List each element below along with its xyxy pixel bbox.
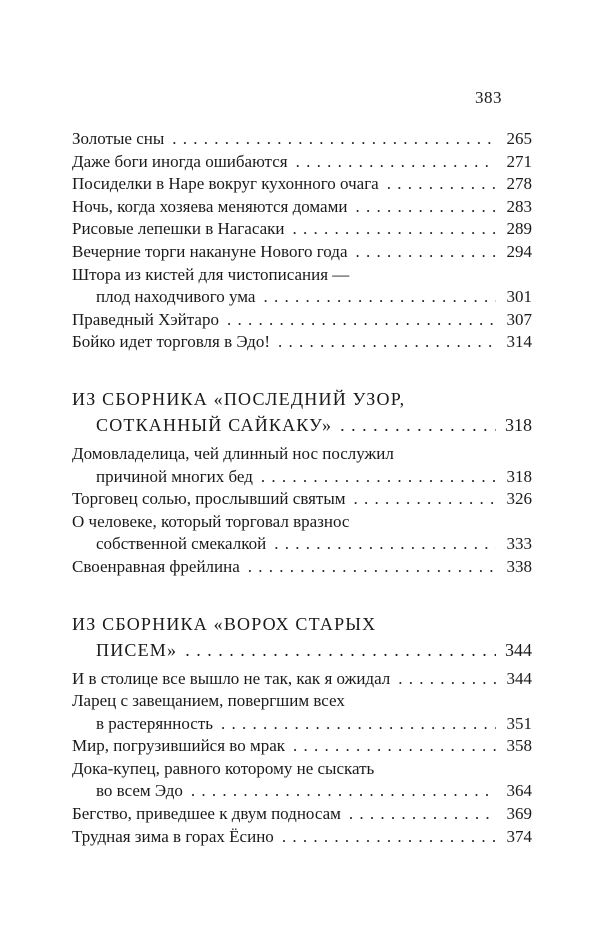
entry-title: причиной многих бед [96,466,253,486]
toc-line [72,534,532,557]
dot-leader [398,669,496,689]
toc-entry [72,736,532,759]
dot-leader [356,242,497,262]
toc-line [72,759,532,782]
entry-page-number: 364 [506,781,532,801]
entry-title: Своенравная фрейлина [72,556,240,576]
toc-line [72,467,532,490]
toc-line [72,310,532,333]
entry-title: Ларец с завещанием, повергшим всех [72,691,345,711]
entry-title: Бегство, приведшее к двум подносам [72,804,341,824]
toc-line [72,197,532,220]
dot-leader [227,310,496,330]
dot-leader [293,736,496,756]
table-of-contents [72,129,532,849]
toc-entry [72,197,532,220]
toc-group [72,389,532,580]
section-heading-text: ИЗ СБОРНИКА «ПОСЛЕДНИЙ УЗОР, [72,388,406,409]
toc-entry [72,669,532,692]
entry-page-number: 333 [506,534,532,554]
entry-title: Торговец солью, прослывший святым [72,489,346,509]
entry-page-number: 294 [506,241,532,261]
toc-line [72,152,532,175]
toc-entry [72,512,532,557]
toc-group [72,614,532,850]
dot-leader [248,557,496,577]
entry-page-number: 301 [506,287,532,307]
toc-line [72,174,532,197]
dot-leader [354,489,496,509]
entry-title: плод находчивого ума [96,287,256,307]
toc-entry [72,310,532,333]
dot-leader [274,534,496,554]
entry-title: Бойко идет торговля в Эдо! [72,332,270,352]
entry-title: в растерянность [96,713,214,733]
toc-entry [72,759,532,804]
entry-page-number: 307 [506,309,532,329]
section-heading-text: ПИСЕМ» [96,639,178,660]
toc-line [72,415,532,441]
entry-page-number: 314 [506,332,532,352]
entry-title: Домовладелица, чей длинный нос послужил [72,443,394,463]
entry-page-number: 318 [505,414,532,435]
toc-entry [72,804,532,827]
page-number: 383 [475,88,502,107]
entry-title: О человеке, который торговал вразнос [72,511,350,531]
toc-entry [72,219,532,242]
entry-title: Трудная зима в горах Ёсино [72,826,274,846]
entry-page-number: 265 [506,129,532,148]
entry-title: Дока-купец, равного которому не сыскать [72,758,375,778]
toc-line [72,714,532,737]
toc-line [72,129,532,152]
section-heading-text: ИЗ СБОРНИКА «ВОРОХ СТАРЫХ [72,613,377,634]
entry-title: Золотые сны [72,129,165,148]
toc-line [72,781,532,804]
toc-entry [72,332,532,355]
entry-title: Ночь, когда хозяева меняются домами [72,196,348,216]
toc-line [72,389,532,415]
dot-leader [292,219,496,239]
entry-title: Рисовые лепешки в Нагасаки [72,219,285,239]
entry-title: Мир, погрузившийся во мрак [72,736,286,756]
toc-line [72,489,532,512]
dot-leader [172,129,496,149]
dot-leader [296,152,496,172]
entry-page-number: 326 [506,489,532,509]
entry-page-number: 318 [506,466,532,486]
section-heading-text: СОТКАННЫЙ САЙКАКУ» [96,414,333,435]
entry-title: во всем Эдо [96,781,183,801]
entry-page-number: 283 [506,196,532,216]
entry-page-number: 289 [506,219,532,239]
toc-entry [72,489,532,512]
toc-line [72,691,532,714]
entry-page-number: 351 [506,713,532,733]
dot-leader [221,714,496,734]
entry-page-number: 374 [506,826,532,846]
toc-group [72,129,532,355]
toc-line [72,512,532,535]
entry-page-number: 271 [506,151,532,171]
dot-leader [349,804,496,824]
dot-leader [340,415,496,436]
toc-entry [72,444,532,489]
entry-page-number: 369 [506,804,532,824]
dot-leader [282,827,496,847]
toc-line [72,640,532,666]
toc-line [72,557,532,580]
toc-entry [72,265,532,310]
entry-page-number: 278 [506,174,532,194]
entry-title: собственной смекалкой [96,534,267,554]
toc-entry [72,827,532,850]
entry-title: Праведный Хэйтаро [72,309,219,329]
dot-leader [191,781,496,801]
entry-page-number: 344 [505,639,532,660]
toc-line [72,444,532,467]
entry-page-number: 358 [506,736,532,756]
toc-line [72,287,532,310]
dot-leader [387,174,496,194]
toc-line [72,614,532,640]
toc-line [72,669,532,692]
toc-line [72,219,532,242]
dot-leader [263,287,496,307]
entry-title: Вечерние торги накануне Нового года [72,241,348,261]
toc-line [72,242,532,265]
toc-entry [72,129,532,152]
entry-page-number: 338 [506,556,532,576]
toc-entry [72,152,532,175]
toc-entry [72,242,532,265]
section-heading [72,389,532,441]
section-heading [72,614,532,666]
entry-title: И в столице все вышло не так, как я ожидал [72,668,391,688]
toc-entry [72,557,532,580]
toc-entry [72,691,532,736]
dot-leader [355,197,496,217]
entry-title: Штора из кистей для чистописания — [72,264,350,284]
dot-leader [185,640,496,661]
toc-entry [72,174,532,197]
toc-line [72,827,532,850]
entry-title: Даже боги иногда ошибаются [72,151,288,171]
dot-leader [278,332,496,352]
entry-page-number: 344 [506,668,532,688]
toc-line [72,804,532,827]
entry-title: Посиделки в Наре вокруг кухонного очага [72,174,379,194]
dot-leader [261,467,496,487]
toc-line [72,736,532,759]
toc-line [72,332,532,355]
toc-line [72,265,532,288]
